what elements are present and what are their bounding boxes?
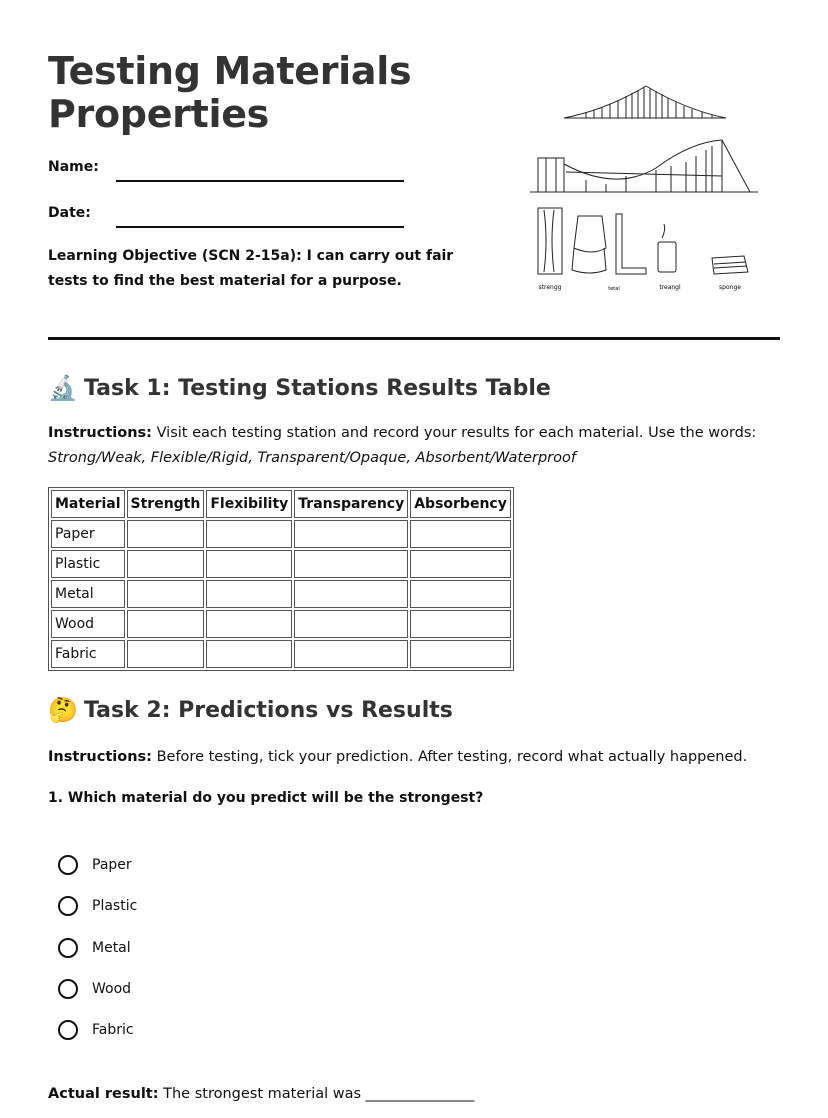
option-paper[interactable]: [58, 855, 132, 875]
results-table: [48, 487, 514, 671]
task2-instructions-text: Before testing, tick your prediction. After testing, record what actually happened.: [151, 749, 748, 765]
thinking-face-icon: 🤔: [48, 696, 78, 724]
task1-words: Strong/Weak, Flexible/Rigid, Transparent/Opaque, Absorbent/Waterproof: [48, 450, 576, 466]
table-row: [51, 550, 511, 578]
table-row: [51, 640, 511, 668]
material-cell: Paper: [51, 520, 125, 548]
transparency-cell[interactable]: [294, 610, 408, 638]
transparency-cell[interactable]: [294, 580, 408, 608]
absorbency-cell[interactable]: [410, 610, 511, 638]
table-row: [51, 610, 511, 638]
task2-instructions: [48, 745, 768, 770]
strength-cell[interactable]: [127, 520, 205, 548]
flexibility-cell[interactable]: [206, 580, 292, 608]
header-strength: Strength: [127, 490, 205, 518]
strength-cell[interactable]: [127, 580, 205, 608]
task1-heading: [48, 374, 551, 402]
illus-label-strengg: strengg: [538, 284, 562, 291]
option-fabric[interactable]: [58, 1020, 134, 1040]
material-cell: Wood: [51, 610, 125, 638]
header-absorbency: Absorbency: [410, 490, 511, 518]
microscope-icon: 🔬: [48, 374, 78, 402]
task1-instructions-text: Visit each testing station and record your results for each material. Use the words:: [151, 425, 757, 441]
illus-label-treangl: treangl: [659, 284, 681, 291]
flexibility-cell[interactable]: [206, 640, 292, 668]
question-1: 1. Which material do you predict will be the strongest?: [48, 790, 484, 806]
materials-illustration: [526, 80, 766, 300]
absorbency-cell[interactable]: [410, 550, 511, 578]
illus-label-sponge: sponge: [719, 284, 741, 291]
header-material: Material: [51, 490, 125, 518]
strength-cell[interactable]: [127, 640, 205, 668]
option-label: Paper: [92, 857, 132, 873]
date-field[interactable]: [116, 226, 404, 228]
material-cell: Plastic: [51, 550, 125, 578]
name-label: Name:: [48, 159, 99, 175]
page-title: Testing Materials Properties: [48, 49, 412, 136]
task2-instructions-label: Instructions:: [48, 749, 152, 765]
header-transparency: Transparency: [294, 490, 408, 518]
task1-instructions-label: Instructions:: [48, 425, 152, 441]
header-flexibility: Flexibility: [206, 490, 292, 518]
flexibility-cell[interactable]: [206, 520, 292, 548]
task2-heading: [48, 696, 453, 724]
absorbency-cell[interactable]: [410, 640, 511, 668]
radio-circle[interactable]: [58, 938, 78, 958]
option-label: Plastic: [92, 898, 138, 914]
option-metal[interactable]: [58, 938, 131, 958]
transparency-cell[interactable]: [294, 640, 408, 668]
option-label: Wood: [92, 981, 132, 997]
table-row: [51, 580, 511, 608]
task2-title: Task 2: Predictions vs Results: [84, 697, 453, 723]
material-cell: Fabric: [51, 640, 125, 668]
absorbency-cell[interactable]: [410, 520, 511, 548]
option-wood[interactable]: [58, 979, 131, 999]
flexibility-cell[interactable]: [206, 610, 292, 638]
transparency-cell[interactable]: [294, 550, 408, 578]
date-label: Date:: [48, 205, 91, 221]
task1-instructions: [48, 421, 768, 471]
radio-circle[interactable]: [58, 855, 78, 875]
table-header-row: [51, 490, 511, 518]
material-cell: Metal: [51, 580, 125, 608]
actual-result-text: The strongest material was _______________: [158, 1086, 475, 1102]
radio-circle[interactable]: [58, 979, 78, 999]
radio-circle[interactable]: [58, 1020, 78, 1040]
transparency-cell[interactable]: [294, 520, 408, 548]
strength-cell[interactable]: [127, 550, 205, 578]
strength-cell[interactable]: [127, 610, 205, 638]
radio-circle[interactable]: [58, 896, 78, 916]
option-plastic[interactable]: [58, 896, 137, 916]
table-row: [51, 520, 511, 548]
task1-title: Task 1: Testing Stations Results Table: [84, 375, 551, 401]
section-divider: [48, 337, 780, 340]
actual-result: [48, 1086, 474, 1102]
option-label: Metal: [92, 940, 131, 956]
flexibility-cell[interactable]: [206, 550, 292, 578]
absorbency-cell[interactable]: [410, 580, 511, 608]
learning-objective: Learning Objective (SCN 2-15a): I can carry out fair tests to find the best material for a purpose.: [48, 248, 454, 289]
actual-result-label: Actual result:: [48, 1086, 159, 1102]
illus-label-tetal: tetal: [608, 286, 620, 292]
name-field[interactable]: [116, 180, 404, 182]
option-label: Fabric: [92, 1022, 134, 1038]
